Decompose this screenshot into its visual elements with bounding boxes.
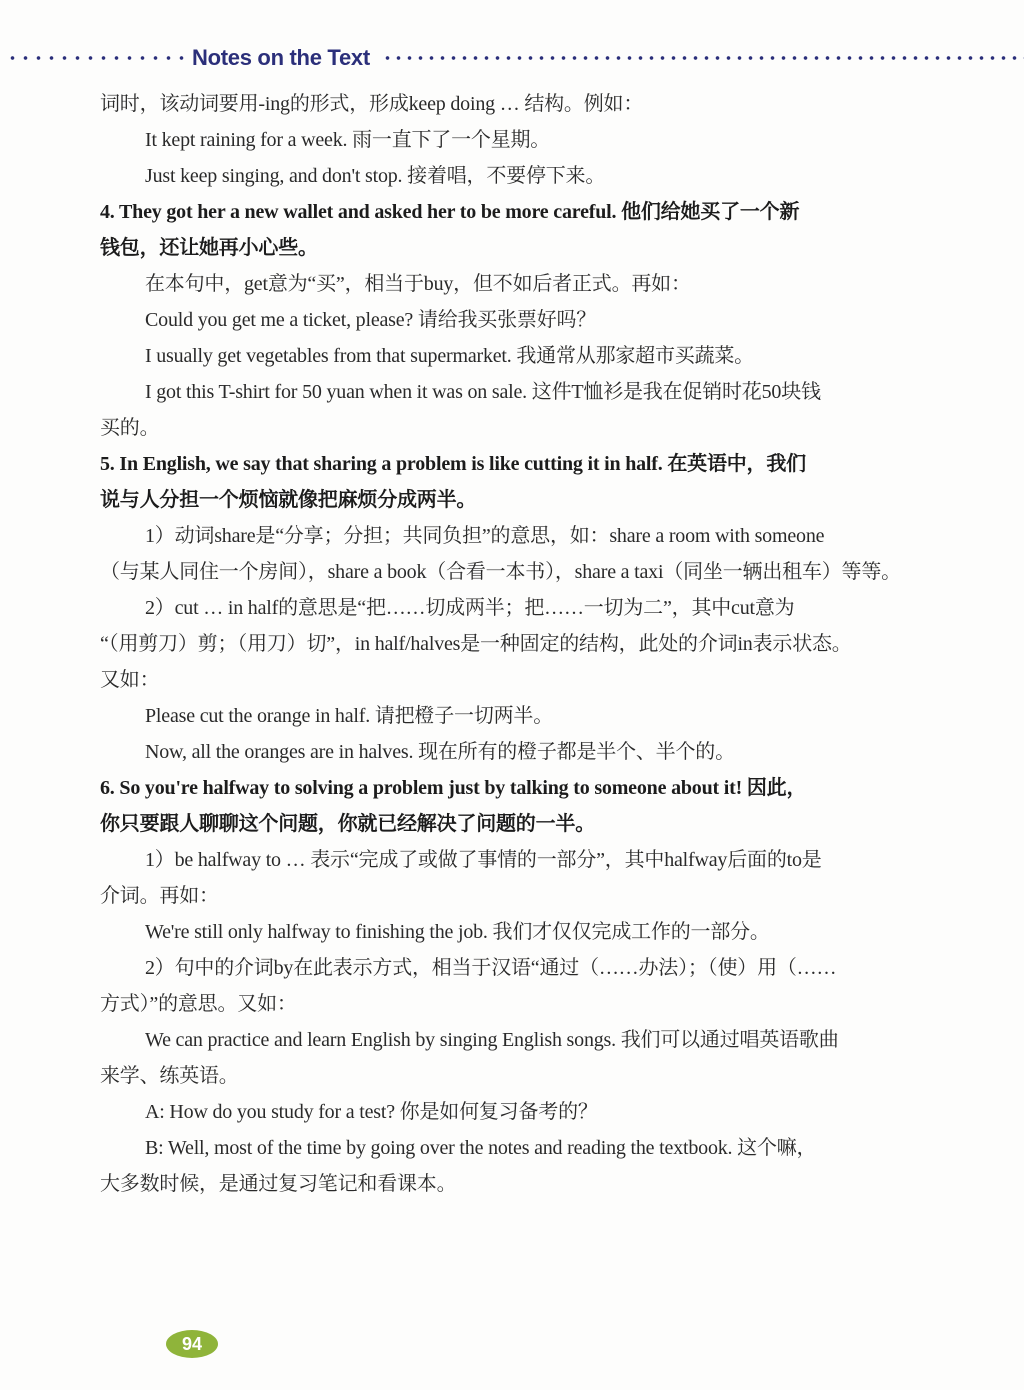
explanation-line: 2）句中的介词by在此表示方式，相当于汉语“通过（……办法）；（使）用（……	[145, 957, 837, 979]
note-heading-4-cont: 钱包，还让她再小心些。	[100, 237, 318, 259]
dialogue-line-a: A: How do you study for a test? 你是如何复习备考的？	[145, 1101, 598, 1123]
explanation-line: 在本句中，get意为“买”，相当于buy，但不如后者正式。再如：	[145, 273, 691, 295]
explanation-line: 2）cut … in half的意思是“把……切成两半；把……一切为二”，其中cut意为	[145, 597, 795, 619]
dialogue-line-b: B: Well, most of the time by going over the notes and reading the textbook. 这个嘛，	[145, 1137, 817, 1159]
dotted-rule-right	[382, 55, 1024, 61]
text-line: “（用剪刀）剪；（用刀）切”，in half/halves是一种固定的结构，此处的介词in表示状态。	[100, 633, 852, 655]
example-sentence: Now, all the oranges are in halves. 现在所有的橙子都是半个、半个的。	[145, 741, 735, 763]
example-sentence: I got this T-shirt for 50 yuan when it was on sale. 这件T恤衫是我在促销时花50块钱	[145, 381, 821, 403]
section-title: Notes on the Text	[192, 45, 370, 70]
text-line: 大多数时候，是通过复习笔记和看课本。	[100, 1173, 457, 1195]
notes-body	[100, 86, 972, 1202]
note-heading-5-cont: 说与人分担一个烦恼就像把麻烦分成两半。	[100, 489, 477, 511]
section-header	[0, 42, 1024, 74]
page-number-badge: 94	[166, 1330, 218, 1358]
text-line: 介词。再如：	[100, 885, 219, 907]
text-line: 来学、练英语。	[100, 1065, 239, 1087]
dotted-rule-left	[6, 55, 184, 61]
explanation-line: 1）be halfway to … 表示“完成了或做了事情的一部分”，其中halfway后面的to是	[145, 849, 822, 871]
text-line: 词时，该动词要用-ing的形式，形成keep doing … 结构。例如：	[100, 93, 644, 115]
explanation-line: 1）动词share是“分享；分担；共同负担”的意思，如：share a room with someone	[145, 525, 825, 547]
example-sentence: It kept raining for a week. 雨一直下了一个星期。	[145, 129, 551, 151]
example-sentence: I usually get vegetables from that supermarket. 我通常从那家超市买蔬菜。	[145, 345, 754, 367]
text-line: （与某人同住一个房间），share a book（合看一本书），share a taxi（同坐一辆出租车）等等。	[100, 561, 901, 583]
text-line: 方式）”的意思。又如：	[100, 993, 297, 1015]
example-sentence: We're still only halfway to finishing the job. 我们才仅仅完成工作的一部分。	[145, 921, 770, 943]
text-line: 又如：	[100, 669, 160, 691]
example-sentence: Could you get me a ticket, please? 请给我买张票好吗？	[145, 309, 597, 331]
note-heading-5: 5. In English, we say that sharing a problem is like cutting it in half. 在英语中，我们	[100, 453, 806, 475]
note-heading-6: 6. So you're halfway to solving a problem just by talking to someone about it! 因此，	[100, 777, 807, 799]
note-heading-6-cont: 你只要跟人聊聊这个问题，你就已经解决了问题的一半。	[100, 813, 595, 835]
note-heading-4: 4. They got her a new wallet and asked her to be more careful. 他们给她买了一个新	[100, 201, 800, 223]
text-line: 买的。	[100, 417, 160, 439]
example-sentence: Just keep singing, and don't stop. 接着唱，不要停下来。	[145, 165, 606, 187]
example-sentence: We can practice and learn English by singing English songs. 我们可以通过唱英语歌曲	[145, 1029, 839, 1051]
example-sentence: Please cut the orange in half. 请把橙子一切两半。	[145, 705, 554, 727]
